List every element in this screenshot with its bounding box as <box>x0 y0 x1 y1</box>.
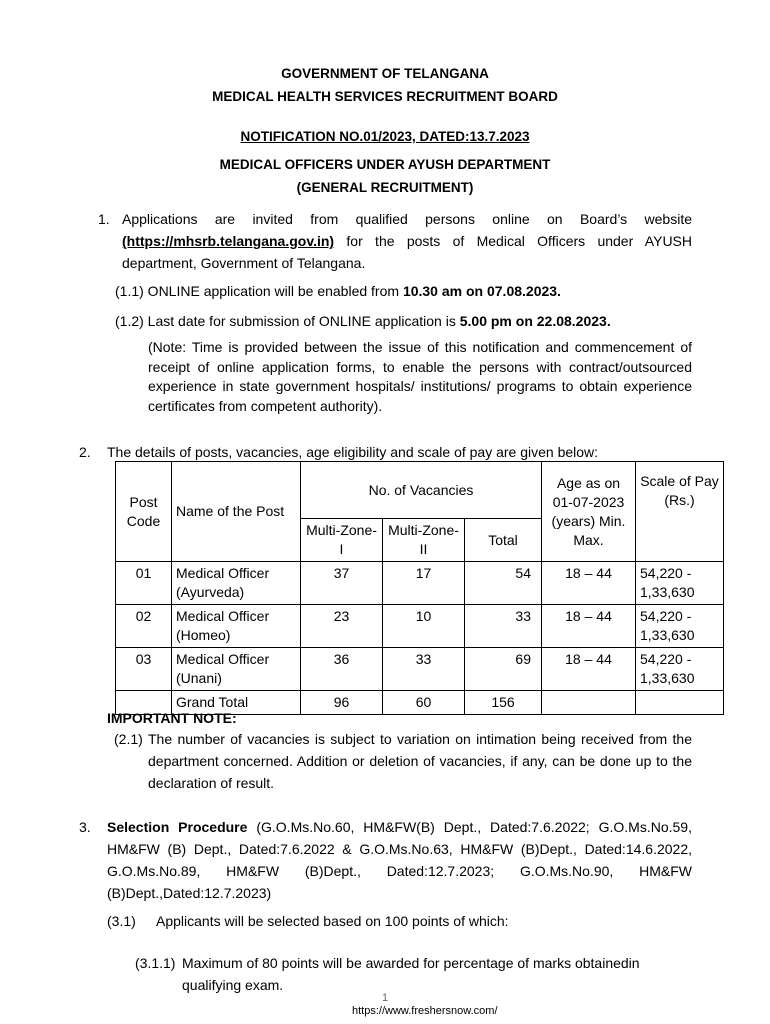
section1-number: 1. <box>98 211 110 227</box>
point-1-2-label: (1.2) <box>115 313 144 329</box>
recruitment-type: (GENERAL RECRUITMENT) <box>296 180 474 195</box>
row-total: 54 <box>465 562 542 605</box>
section1-paragraph <box>122 208 692 274</box>
header-multizone-1: Multi-Zone-I <box>301 519 383 562</box>
row-total: 69 <box>465 648 542 691</box>
page-number: 1 <box>381 992 389 1004</box>
row-multizone-1: 37 <box>301 562 383 605</box>
section3-paragraph <box>107 816 692 904</box>
row-code: 03 <box>116 648 172 691</box>
header-post-name: Name of the Post <box>172 462 301 562</box>
header-total: Total <box>465 519 542 562</box>
row-multizone-1: 36 <box>301 648 383 691</box>
row-multizone-2: 17 <box>383 562 465 605</box>
row-code: 01 <box>116 562 172 605</box>
header-vacancies: No. of Vacancies <box>301 462 542 519</box>
grand-total-empty-age <box>542 691 636 715</box>
header-age: Age as on 01-07-2023 (years) Min. Max. <box>542 462 636 562</box>
point-3-1-text: Applicants will be selected based on 100 points of which: <box>156 913 509 929</box>
row-age: 18 – 44 <box>542 648 636 691</box>
row-total: 33 <box>465 605 542 648</box>
header-post-code: Post Code <box>116 462 172 562</box>
grand-total-label: Grand Total <box>172 691 301 715</box>
online-end-date: 5.00 pm on 22.08.2023. <box>459 313 611 329</box>
table-row <box>116 605 724 648</box>
section3-number: 3. <box>79 819 91 835</box>
section1-text-b: for the posts of Medical Officers under AYUSH department, Government of Telangana. <box>122 233 692 271</box>
board-website-link[interactable]: (https://mhsrb.telangana.gov.in) <box>122 233 335 249</box>
footer-url[interactable]: https://www.freshersnow.com/ <box>352 1005 498 1017</box>
table-row <box>116 648 724 691</box>
point-3-1-1-text: Maximum of 80 points will be awarded for percentage of marks obtainedin qualifying exam. <box>182 955 640 993</box>
notification-number: NOTIFICATION NO.01/2023, DATED:13.7.2023 <box>240 129 530 144</box>
grand-total-multizone-1: 96 <box>301 691 383 715</box>
row-multizone-2: 10 <box>383 605 465 648</box>
table-row <box>116 562 724 605</box>
row-pay: 54,220 - 1,33,630 <box>636 648 724 691</box>
grand-total-empty-pay <box>636 691 724 715</box>
point-1-1 <box>115 283 561 299</box>
header-pay: Scale of Pay (Rs.) <box>636 462 724 562</box>
point-1-2-text: Last date for submission of ONLINE application is <box>143 313 460 329</box>
row-post-name: Medical Officer (Ayurveda) <box>172 562 301 605</box>
point-1-2 <box>115 313 611 329</box>
selection-procedure-heading: Selection Procedure <box>107 819 248 835</box>
row-multizone-2: 33 <box>383 648 465 691</box>
row-age: 18 – 44 <box>542 562 636 605</box>
board-title: MEDICAL HEALTH SERVICES RECRUITMENT BOARD <box>212 89 558 104</box>
row-pay: 54,220 - 1,33,630 <box>636 605 724 648</box>
row-multizone-1: 23 <box>301 605 383 648</box>
row-code: 02 <box>116 605 172 648</box>
table-header-row <box>116 462 724 519</box>
online-start-date: 10.30 am on 07.08.2023. <box>402 283 561 299</box>
notification-title: MEDICAL OFFICERS UNDER AYUSH DEPARTMENT <box>219 157 551 172</box>
point-1-1-text: ONLINE application will be enabled from <box>143 283 403 299</box>
important-note-title: IMPORTANT NOTE: <box>107 710 237 726</box>
row-post-name: Medical Officer (Unani) <box>172 648 301 691</box>
point-1-1-label: (1.1) <box>115 283 144 299</box>
row-post-name: Medical Officer (Homeo) <box>172 605 301 648</box>
notification-line-wrap <box>0 129 770 144</box>
header-multizone-2: Multi-Zone-II <box>383 519 465 562</box>
point-3-1-label: (3.1) <box>107 913 136 929</box>
row-age: 18 – 44 <box>542 605 636 648</box>
section2-number: 2. <box>79 444 91 460</box>
point-3-1-1-label: (3.1.1) <box>135 955 176 971</box>
time-note: (Note: Time is provided between the issue of this notification and commencement of receipt of online application forms, to enable the persons with contract/outsourced experience in state government hospitals/ institutions/ programs to obtain experience certificates from competent authority). <box>148 339 692 414</box>
posts-table <box>115 461 724 715</box>
section3-text: (G.O.Ms.No.60, HM&FW(B) Dept., Dated:7.6.2022; G.O.Ms.No.59, HM&FW (B) Dept., Dated:7.6.2022 & G.O.Ms.No.63, HM&FW (B)Dept., Dated:14.6.2022, G.O.Ms.No.89, HM&FW (B)Dept., Dated:12.7.2023; G.O.Ms.No.90, HM&FW (B)Dept.,Dated:12.7.2023) <box>107 819 692 901</box>
row-pay: 54,220 - 1,33,630 <box>636 562 724 605</box>
important-note-label: (2.1) <box>114 731 143 747</box>
grand-total-multizone-2: 60 <box>383 691 465 715</box>
government-title: GOVERNMENT OF TELANGANA <box>281 66 489 81</box>
grand-total-total: 156 <box>465 691 542 715</box>
section2-text: The details of posts, vacancies, age eligibility and scale of pay are given below: <box>107 444 599 460</box>
section1-text-a: Applications are invited from qualified persons online on Board’s website <box>122 211 692 227</box>
important-note-text: The number of vacancies is subject to variation on intimation being received from the department concerned. Addition or deletion of vacancies, if any, can be done up to the declaration of result. <box>148 731 692 791</box>
